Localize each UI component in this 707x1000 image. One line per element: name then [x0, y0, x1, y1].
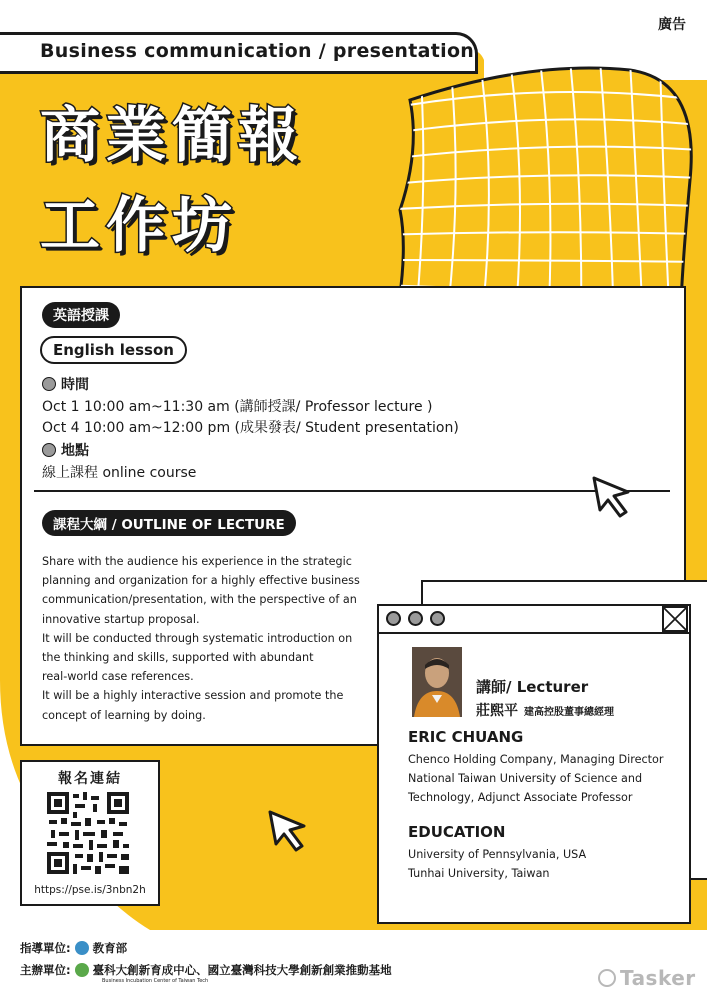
outline-line: planning and organization for a highly effective business [42, 574, 360, 588]
guide-line [20, 940, 127, 956]
tasker-logo-icon [598, 969, 616, 987]
guide-label: 指導單位: [20, 941, 71, 955]
lecturer-role: Chenco Holding Company, Managing Director [408, 753, 664, 766]
education-heading: EDUCATION [408, 823, 506, 841]
subtitle: Business communication / presentation [40, 40, 475, 62]
title-line-1: 商業簡報 [40, 101, 304, 171]
outline-line: real-world case references. [42, 670, 194, 684]
guide-org: 教育部 [92, 941, 128, 955]
circle-bullet-icon [42, 443, 56, 457]
lecturer-name-en: ERIC CHUANG [408, 728, 524, 746]
outline-line: the thinking and skills, supported with abundant [42, 651, 314, 665]
language-pill: English lesson [40, 336, 187, 364]
lecturer-name-line [476, 700, 614, 720]
location-label: 地點 [61, 443, 89, 459]
lecturer-name-zh: 莊熙平 [476, 703, 518, 719]
time-line-2: Oct 4 10:00 am~12:00 pm (成果發表/ Student presentation) [42, 420, 459, 436]
host-label: 主辦單位: [20, 963, 71, 977]
lecturer-label: 講師/ Lecturer [476, 678, 589, 696]
lecturer-role: Technology, Adjunct Associate Professor [408, 791, 633, 804]
time-label: 時間 [61, 377, 89, 393]
outline-body [42, 552, 382, 725]
host-org: 臺科大創新育成中心、國立臺灣科技大學創新創業推動基地 [92, 963, 392, 977]
window-close-icon [662, 606, 688, 632]
window-dot-icon [430, 611, 445, 626]
tasker-brand [598, 966, 696, 990]
outline-line: Share with the audience his experience in the strategic [42, 555, 352, 568]
title-line-2: 工作坊 [40, 191, 238, 261]
language-badge: 英語授課 [42, 302, 120, 328]
location-heading [42, 440, 89, 460]
section-divider [34, 490, 670, 492]
lecturer-title-zh: 建高控股董事總經理 [524, 707, 614, 718]
time-line-1: Oct 1 10:00 am~11:30 am (講師授課/ Professor lecture ) [42, 399, 433, 415]
cursor-arrow-icon [266, 808, 310, 854]
lecturer-photo [412, 647, 462, 717]
window-dot-icon [386, 611, 401, 626]
lecturer-role: National Taiwan University of Science and [408, 772, 643, 785]
circle-bullet-icon [42, 377, 56, 391]
taiwantech-logo-icon [75, 963, 89, 977]
outline-line: It will be conducted through systematic introduction on [42, 631, 353, 645]
registration-title: 報名連結 [58, 771, 122, 787]
window-dot-icon [408, 611, 423, 626]
moe-logo-icon [75, 941, 89, 955]
outline-line: It will be a highly interactive session and promote the [42, 689, 344, 703]
location-value: 線上課程 online course [42, 465, 197, 481]
outline-line: innovative startup proposal. [42, 612, 200, 626]
registration-url[interactable]: https://pse.is/3nbn2h [34, 884, 146, 896]
outline-line: communication/presentation, with the perspective of an [42, 593, 357, 607]
ad-label: 廣告 [658, 17, 686, 33]
cursor-arrow-icon [590, 474, 634, 520]
education-item: University of Pennsylvania, USA [408, 848, 587, 861]
outline-line: concept of learning by doing. [42, 708, 206, 722]
host-line [20, 962, 392, 978]
host-org-sub: Business Incubation Center of Taiwan Tech [102, 978, 209, 984]
qr-code-icon[interactable] [47, 792, 129, 874]
window-title-bar [377, 604, 691, 634]
outline-badge: 課程大綱 / OUTLINE OF LECTURE [42, 510, 296, 536]
time-heading [42, 374, 89, 394]
brand-text: Tasker [620, 966, 696, 990]
education-item: Tunhai University, Taiwan [408, 867, 550, 880]
